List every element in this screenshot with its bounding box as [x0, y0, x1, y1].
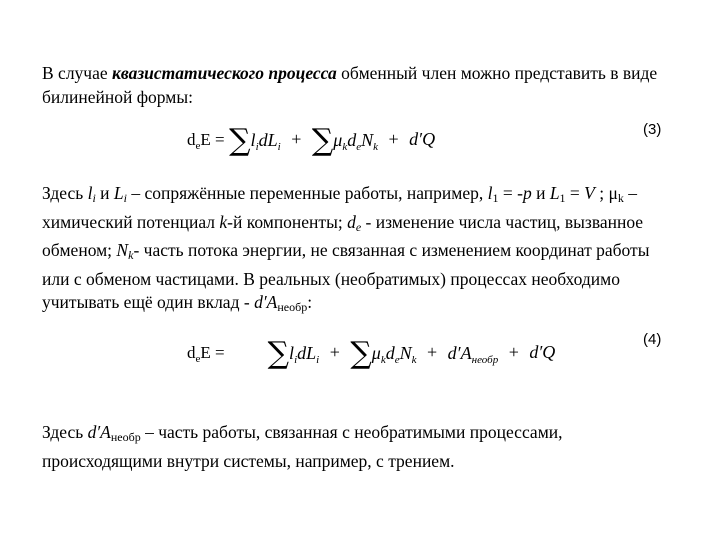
symbol: N — [361, 129, 374, 150]
symbol: d — [347, 129, 357, 150]
equation-number: (4) — [643, 331, 662, 348]
text-run: обменный член можно представить в виде билинейной формы: — [42, 63, 658, 107]
subscript: i — [277, 140, 281, 153]
symbol: d — [347, 211, 356, 232]
equation-term — [333, 130, 378, 153]
symbol: d′A — [87, 422, 111, 442]
text-run: – химический потенциал — [42, 183, 637, 232]
text-run: : — [307, 292, 313, 312]
subscript: e — [394, 353, 400, 366]
equation-number: (3) — [643, 121, 662, 138]
text-run: – часть работы, связанная с необратимыми процессами, происходящими внутри системы, например, с трением. — [42, 422, 563, 471]
symbol: N — [116, 240, 129, 260]
symbol: d — [187, 130, 196, 149]
subscript: k — [411, 353, 417, 366]
equation-term — [372, 343, 417, 366]
text-run: Здесь — [42, 422, 88, 442]
work-term — [448, 343, 499, 366]
subscript: необр — [110, 430, 141, 444]
symbol: L — [549, 183, 560, 203]
symbol: dL — [297, 342, 317, 363]
subscript: 1 — [559, 191, 566, 205]
symbol: E = — [200, 343, 225, 362]
symbol: dL — [258, 129, 278, 150]
symbol: μ — [371, 342, 381, 363]
subscript: e — [355, 219, 362, 234]
sum-sign: ∑ — [229, 123, 251, 158]
intro-paragraph — [42, 62, 678, 109]
emphasis-term: квазистатического процесса — [112, 63, 337, 83]
sum-sign: ∑ — [267, 336, 290, 371]
symbol: d′A — [447, 342, 472, 363]
subscript: e — [356, 140, 362, 153]
text-run: -й компоненты; — [227, 211, 348, 232]
subscript: i — [255, 140, 259, 153]
plus-sign: + — [427, 342, 438, 363]
symbol: l — [289, 342, 295, 363]
text-run: = - — [498, 183, 523, 203]
subscript: k — [380, 353, 386, 366]
symbol: d — [385, 342, 395, 363]
subscript: i — [316, 353, 320, 366]
equation-3 — [187, 123, 436, 158]
text-run: и — [531, 183, 550, 203]
heat-term: d′Q — [409, 129, 436, 150]
text-run: – сопряжённые переменные работы, например, — [126, 183, 488, 203]
equation-lhs — [187, 130, 225, 152]
text-run: ; μ — [594, 183, 618, 203]
subscript: k — [342, 140, 348, 153]
text-run: = — [565, 183, 585, 203]
symbol: L — [113, 183, 124, 203]
explanation-paragraph — [42, 182, 678, 320]
text-run: - изменение числа частиц, вызванное обменом; — [42, 211, 644, 260]
equation-term — [251, 130, 281, 153]
subscript: 1 — [492, 191, 499, 205]
subscript: i — [294, 353, 298, 366]
equation-lhs — [187, 343, 225, 365]
symbol: d — [187, 343, 196, 362]
symbol: l — [487, 183, 493, 203]
symbol: k — [219, 211, 228, 232]
symbol: l — [87, 183, 93, 203]
plus-sign: + — [508, 342, 519, 363]
plus-sign: + — [291, 129, 302, 150]
subscript: k — [373, 140, 379, 153]
symbol: l — [250, 129, 256, 150]
subscript: необр — [471, 353, 499, 366]
sum-sign: ∑ — [350, 336, 372, 371]
equation-term — [289, 343, 319, 366]
subscript: k — [617, 191, 624, 205]
plus-sign: + — [388, 129, 399, 150]
symbol: μ — [333, 129, 343, 150]
symbol: p — [522, 183, 532, 203]
text-run: - часть потока энергии, не связанная с изменением координат работы или с обменом частицами. В реальных (необратимых) процессах необходимо учитывать ещё один вклад - — [42, 240, 650, 312]
sum-sign: ∑ — [311, 123, 334, 158]
symbol: N — [399, 342, 412, 363]
subscript: e — [195, 353, 201, 365]
text-run: Здесь — [42, 183, 88, 203]
symbol: d′A — [254, 292, 278, 312]
text-run: и — [95, 183, 114, 203]
heat-term: d′Q — [529, 342, 556, 363]
subscript: i — [123, 191, 127, 205]
subscript: k — [128, 248, 134, 262]
text-run: В случае — [42, 63, 113, 83]
symbol: V — [584, 183, 595, 203]
closing-paragraph — [42, 421, 678, 473]
subscript: i — [92, 191, 96, 205]
subscript: необр — [277, 300, 308, 314]
symbol: E = — [200, 130, 225, 149]
equation-4 — [187, 336, 556, 371]
subscript: e — [195, 140, 201, 152]
plus-sign: + — [329, 342, 340, 363]
